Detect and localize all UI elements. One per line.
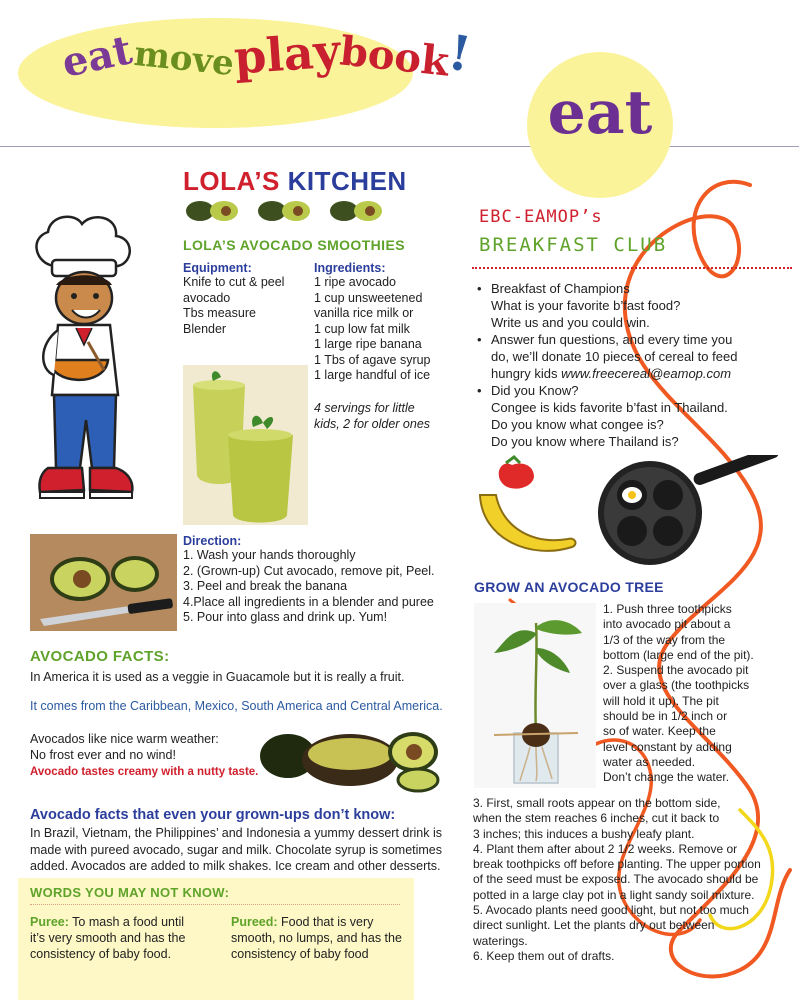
avocado-seedling-photo: [474, 603, 596, 788]
servings-note: [314, 401, 444, 432]
list-item-main: Did you Know?: [491, 383, 579, 398]
list-item: [477, 331, 787, 382]
list-item-main: Answer fun questions, and every time you: [491, 332, 733, 347]
ingredient-line: 1 large ripe banana: [314, 337, 422, 351]
chef-lola-illustration: [10, 210, 160, 515]
avocado-halves-row: [180, 196, 400, 226]
avocado-pair-3: [330, 201, 382, 221]
logo-word-book: book: [337, 27, 452, 86]
fact-weather-line: No frost ever and no wind!: [30, 748, 176, 762]
breakfast-club-divider: [472, 267, 792, 269]
grow-step-line: 1. Push three toothpicks: [603, 602, 732, 616]
definition-pureed-line: consistency of baby food: [231, 947, 369, 961]
words-divider: [30, 904, 400, 905]
direction-step: 1. Wash your hands thoroughly: [183, 548, 356, 562]
breakfast-club-title-line2: BREAKFAST CLUB: [479, 234, 668, 256]
equipment-label: Equipment:: [183, 261, 252, 275]
direction-block: [183, 534, 443, 626]
list-item-sub: Do you know where Thailand is?: [491, 434, 679, 449]
kitchen-title-lolas: LOLA’S: [183, 166, 280, 196]
servings-line: 4 servings for little: [314, 401, 415, 415]
grownups-facts-line: made with pureed avocado, sugar and milk. Chocolate syrup is sometimes: [30, 842, 443, 857]
header-rule: [0, 146, 799, 147]
ingredient-line: 1 cup low fat milk: [314, 321, 410, 336]
grow-steps-full: [473, 796, 793, 964]
definition-puree-line: consistency of baby food.: [30, 947, 172, 961]
avocado-smoothie-photo: [183, 365, 308, 525]
equipment-line: Knife to cut & peel: [183, 275, 285, 289]
equipment-line: avocado: [183, 290, 231, 305]
fact-taste: Avocado tastes creamy with a nutty taste.: [30, 766, 259, 778]
grow-step-line: bottom (large end of the pit).: [603, 647, 754, 662]
list-item-sub: do, we’ll donate 10 pieces of cereal to feed: [491, 349, 738, 364]
section-word-eat: eat: [547, 78, 653, 148]
definition-puree-line: To mash a food until: [68, 915, 185, 929]
equipment-line: Blender: [183, 321, 227, 336]
ingredients-block: [314, 261, 444, 384]
logo-word-eat: eat: [57, 26, 136, 87]
list-item-sub-prefix: hungry kids: [491, 366, 562, 381]
list-item-main: Breakfast of Champions: [491, 281, 630, 296]
equipment-block: [183, 261, 308, 337]
grow-step-line: when the stem reaches 6 inches, cut it back to: [473, 811, 720, 826]
ingredient-line: 1 large handful of ice: [314, 368, 431, 382]
ingredient-line: 1 ripe avocado: [314, 275, 397, 289]
logo-word-play: play: [232, 23, 342, 85]
cut-avocado-knife-photo: [30, 534, 177, 631]
grow-step-line: over a glass (the toothpicks: [603, 678, 750, 693]
list-item-sub: Congee is kids favorite b’fast in Thailand.: [491, 400, 728, 415]
grow-step-line: should be in 1/2 inch or: [603, 709, 728, 724]
grow-step-line: 3. First, small roots appear on the bottom side,: [473, 796, 721, 810]
ingredients-label: Ingredients:: [314, 261, 386, 275]
cereal-website-link[interactable]: www.freecereal@eamop.com: [561, 366, 732, 381]
list-item: [477, 280, 787, 331]
grow-step-line: water as needed.: [603, 754, 696, 769]
term-puree: Puree:: [30, 915, 69, 929]
fact-origin: It comes from the Caribbean, Mexico, South America and Central America.: [30, 699, 443, 713]
guacamole-avocado-photo: [258, 718, 443, 793]
grow-step-line: break toothpicks off before planting. The upper portion: [473, 857, 761, 872]
logo-exclamation: !: [444, 24, 475, 84]
ingredient-line: vanilla rice milk or: [314, 306, 414, 320]
direction-step: 4.Place all ingredients in a blender and puree: [183, 594, 434, 609]
grow-step-line: 3 inches; this induces a bushy leafy plant.: [473, 826, 695, 841]
direction-step: 5. Pour into glass and drink up. Yum!: [183, 610, 388, 624]
definition-pureed: [231, 914, 421, 962]
servings-line: kids, 2 for older ones: [314, 416, 431, 431]
grow-step-line: of the seed must be exposed. The avocado should be: [473, 872, 759, 887]
avocado-pair-1: [186, 201, 238, 221]
direction-step: 3. Peel and break the banana: [183, 579, 348, 593]
banana-strawberry-pan-photo: [472, 455, 792, 565]
list-item-sub-url-line: [491, 365, 787, 382]
kitchen-title-kitchen: KITCHEN: [287, 166, 407, 196]
avocado-pair-2: [258, 201, 310, 221]
words-title: WORDS YOU MAY NOT KNOW:: [30, 885, 230, 900]
breakfast-club-title-line1: EBC-EAMOP’s: [479, 207, 603, 227]
ingredient-line: 1 cup unsweetened: [314, 290, 423, 305]
grow-steps-side: [603, 602, 793, 786]
grow-step-line: 4. Plant them after about 2 1/2 weeks. Remove or: [473, 841, 738, 856]
direction-label: Direction:: [183, 534, 242, 548]
logo-word-move: move: [132, 33, 236, 85]
definition-pureed-line: smooth, no lumps, and has the: [231, 931, 402, 945]
term-pureed: Pureed:: [231, 915, 278, 929]
list-item-sub: What is your favorite b’fast food?: [491, 298, 681, 313]
grow-step-line: waterings.: [473, 933, 528, 948]
grownups-facts-body: [30, 825, 460, 875]
grow-step-line: will hold it up). The pit: [603, 693, 719, 708]
definition-pureed-line: Food that is very: [277, 915, 374, 929]
grow-step-line: level constant by adding: [603, 739, 732, 754]
grownups-facts-title: Avocado facts that even your grown-ups don’t know:: [30, 807, 396, 823]
grow-step-line: 2. Suspend the avocado pit: [603, 663, 749, 678]
kitchen-title: [183, 166, 407, 197]
grownups-facts-line: In Brazil, Vietnam, the Philippines’ and Indonesia a yummy dessert drink is: [30, 826, 443, 840]
definition-puree: [30, 914, 220, 962]
list-item: [477, 382, 787, 450]
fact-weather-line: Avocados like nice warm weather:: [30, 732, 219, 746]
recipe-title: LOLA’S AVOCADO SMOOTHIES: [183, 237, 405, 253]
fact-fruit: In America it is used as a veggie in Guacamole but it is really a fruit.: [30, 670, 405, 684]
grow-step-line: direct sunlight. Let the plants dry out between: [473, 918, 715, 933]
definition-puree-line: it’s very smooth and has the: [30, 931, 186, 945]
avocado-facts-title: AVOCADO FACTS:: [30, 648, 170, 665]
grownups-facts-line: added. Avocados are added to milk shakes. Ice cream and other desserts.: [30, 859, 441, 873]
grow-step-line: into avocado pit about a: [603, 617, 731, 632]
direction-step: 2. (Grown-up) Cut avocado, remove pit, Peel.: [183, 563, 435, 578]
grow-avocado-title: GROW AN AVOCADO TREE: [474, 579, 664, 595]
list-item-sub: Do you know what congee is?: [491, 417, 664, 432]
grow-step-line: 6. Keep them out of drafts.: [473, 948, 615, 963]
grow-step-line: 1/3 of the way from the: [603, 632, 726, 647]
equipment-line: Tbs measure: [183, 306, 256, 320]
fact-weather: [30, 731, 219, 763]
ingredient-line: 1 Tbs of agave syrup: [314, 352, 431, 367]
eat-move-playbook-logo: [57, 23, 475, 87]
grow-step-line: Don’t change the water.: [603, 770, 730, 785]
list-item-sub: Write us and you could win.: [491, 315, 650, 330]
breakfast-club-list: [477, 280, 787, 450]
grow-step-line: so of water. Keep the: [603, 724, 716, 739]
grow-step-line: potted in a large clay pot in a light sandy soil mixture.: [473, 887, 755, 902]
grow-step-line: 5. Avocado plants need good light, but not too much: [473, 903, 749, 918]
